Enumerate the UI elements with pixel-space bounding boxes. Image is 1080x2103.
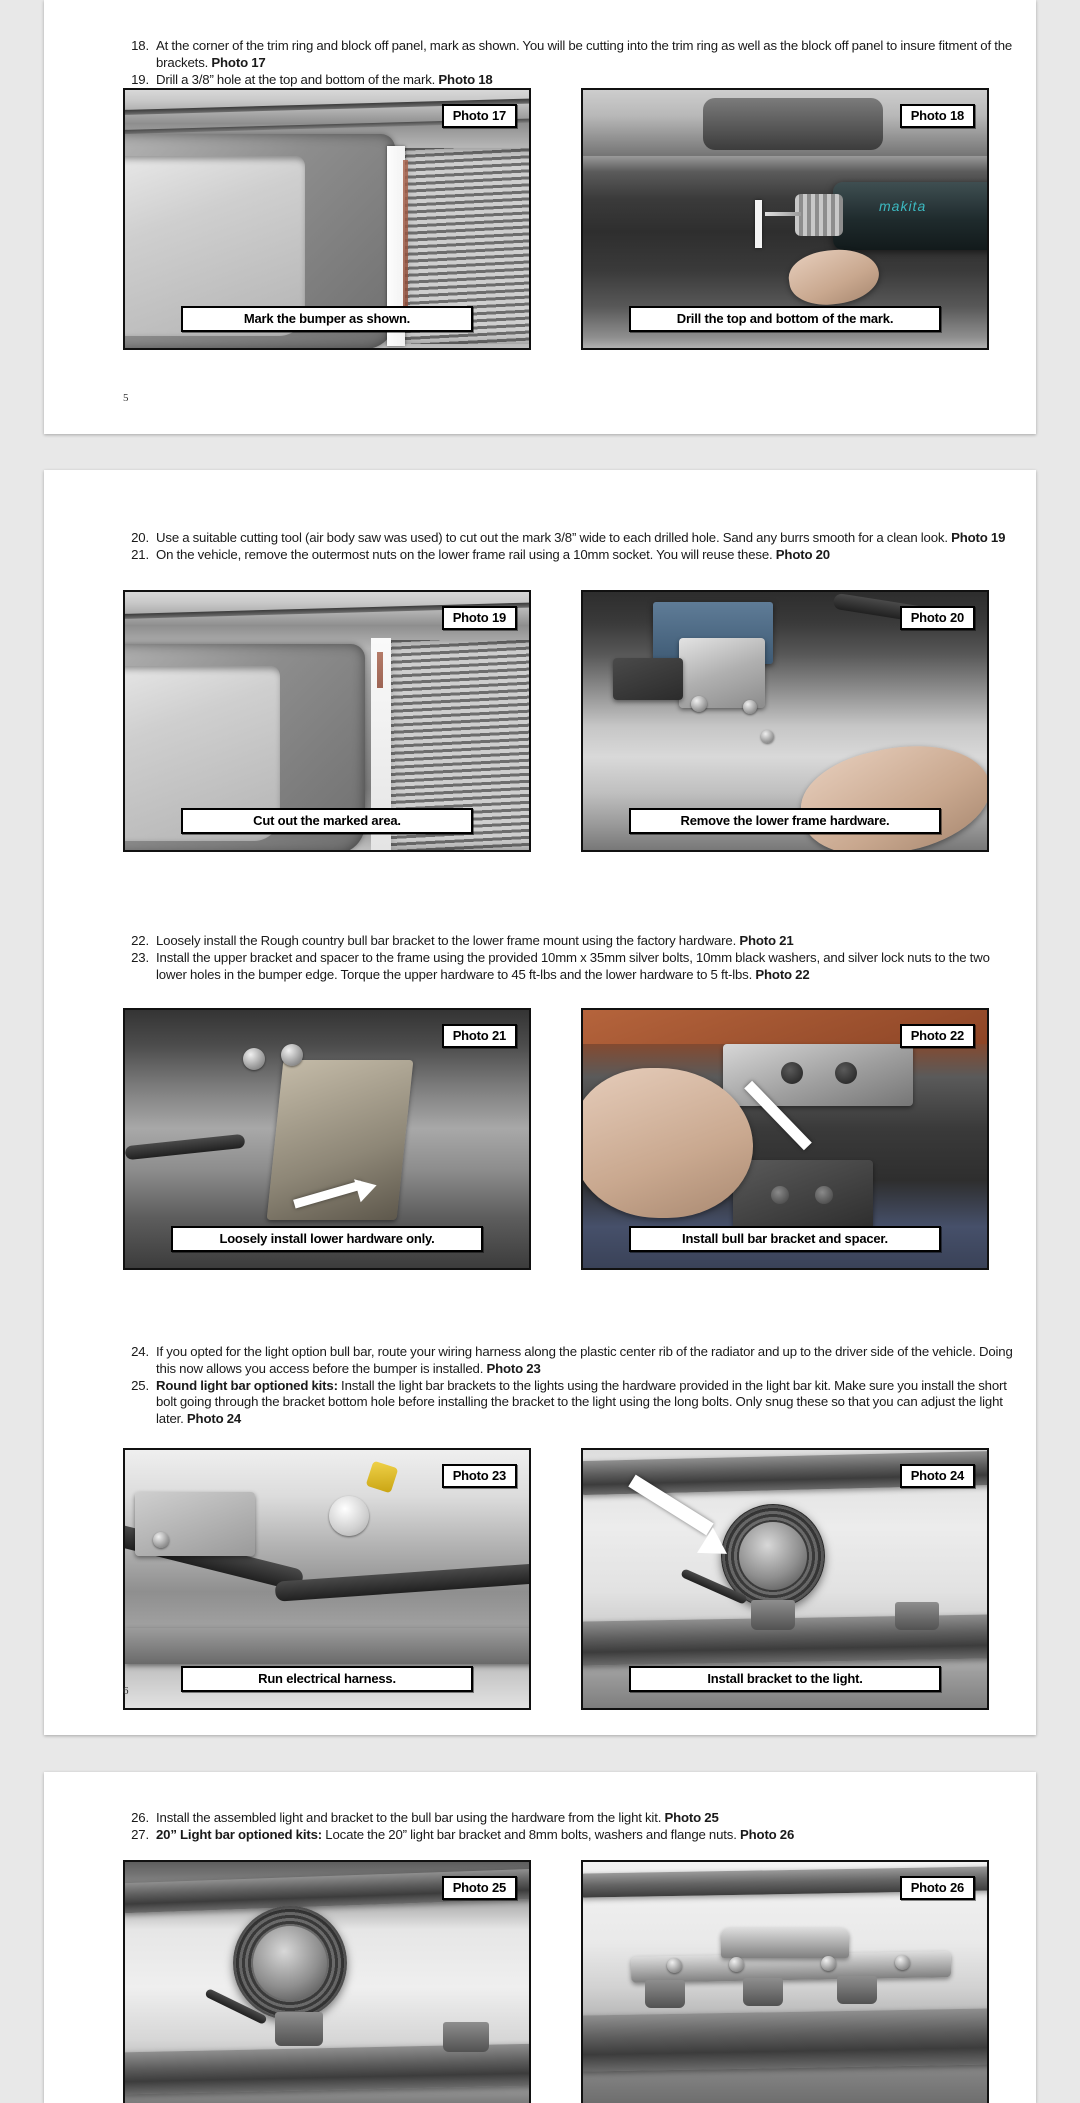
step-number: 23.: [131, 949, 149, 965]
step-list-26-27: [123, 1810, 1013, 1844]
photo-caption: Mark the bumper as shown.: [181, 306, 473, 332]
step-list-22-23: [123, 933, 1013, 983]
step-item: [123, 72, 1013, 89]
photo-25: [123, 1860, 531, 2103]
photo-label: Photo 22: [900, 1024, 975, 1048]
step-list-24-25: [123, 1344, 1013, 1428]
step-number: 20.: [131, 530, 149, 545]
photo-label: Photo 23: [442, 1464, 517, 1488]
step-text: Install the assembled light and bracket to the bull bar using the hardware from the light kit. Photo 25: [156, 1810, 719, 1825]
page-number: 5: [123, 392, 129, 404]
photo-caption: Install bull bar bracket and spacer.: [629, 1226, 941, 1252]
step-number: 25.: [131, 1377, 149, 1393]
photo-18-image: makita: [583, 90, 987, 348]
photo-label: Photo 21: [442, 1024, 517, 1048]
photo-24: [581, 1448, 989, 1710]
photo-18: [581, 88, 989, 350]
photo-26: [581, 1860, 989, 2103]
step-text: Install the upper bracket and spacer to the frame using the provided 10mm x 35mm silver bolts, 10mm black washers, and silver lock nuts to the two lower holes in the bumper edge. Torque the upper hardware to 45 ft-lbs and the lower hardware to 5 ft-lbs. Photo 22: [156, 949, 990, 982]
document-page-5: [44, 0, 1036, 434]
step-list-20-21: [123, 530, 1013, 564]
photo-row: [123, 1448, 989, 1710]
step-item: [123, 1810, 1013, 1827]
photo-label: Photo 20: [900, 606, 975, 630]
step-text: Drill a 3/8” hole at the top and bottom of the mark. Photo 18: [156, 71, 493, 87]
step-item: [123, 950, 1013, 984]
step-item: [123, 530, 1013, 547]
photo-label: Photo 19: [442, 606, 517, 630]
step-text: At the corner of the trim ring and block off panel, mark as shown. You will be cutting into the trim ring as well as the block off panel to insure fitment of the brackets. Photo 17: [156, 38, 1013, 70]
photo-caption: Remove the lower frame hardware.: [629, 808, 941, 834]
document-page-6: [44, 470, 1036, 1735]
step-number: 19.: [131, 71, 149, 87]
photo-caption: Run electrical harness.: [181, 1666, 473, 1692]
photo-caption: Cut out the marked area.: [181, 808, 473, 834]
step-number: 18.: [131, 38, 149, 53]
photo-row: [123, 1008, 989, 1270]
photo-label: Photo 18: [900, 104, 975, 128]
step-number: 26.: [131, 1810, 149, 1825]
step-item: [123, 1344, 1013, 1378]
photo-20: [581, 590, 989, 852]
photo-caption: Install bracket to the light.: [629, 1666, 941, 1692]
step-text: Loosely install the Rough country bull bar bracket to the lower frame mount using the factory hardware. Photo 21: [156, 933, 794, 948]
photo-caption: Loosely install lower hardware only.: [171, 1226, 483, 1252]
step-text: If you opted for the light option bull bar, route your wiring harness along the plastic center rib of the radiator and up to the driver side of the vehicle. Doing this now allows you access before the bumper is installed. Photo 23: [156, 1344, 1013, 1376]
step-list-page5: [123, 38, 1013, 88]
step-number: 22.: [131, 933, 149, 948]
step-item: [123, 933, 1013, 950]
step-item: [123, 1827, 1013, 1844]
step-text: 20” Light bar optioned kits: Locate the 20” light bar bracket and 8mm bolts, washers and flange nuts. Photo 26: [156, 1826, 795, 1842]
photo-row: [123, 88, 989, 350]
photo-row: [123, 590, 989, 852]
photo-label: Photo 24: [900, 1464, 975, 1488]
step-text: On the vehicle, remove the outermost nuts on the lower frame rail using a 10mm socket. You will reuse these. Photo 20: [156, 546, 830, 562]
step-item: [123, 547, 1013, 564]
photo-17: [123, 88, 531, 350]
page-number: 6: [123, 1685, 129, 1697]
photo-label: Photo 25: [442, 1876, 517, 1900]
photo-22: [581, 1008, 989, 1270]
step-item: [123, 38, 1013, 72]
photo-label: Photo 17: [442, 104, 517, 128]
step-text: Use a suitable cutting tool (air body saw was used) to cut out the mark 3/8” wide to each drilled hole. Sand any burrs smooth for a clean look. Photo 19: [156, 530, 1006, 545]
photo-label: Photo 26: [900, 1876, 975, 1900]
photo-19: [123, 590, 531, 852]
step-text: Round light bar optioned kits: Install the light bar brackets to the lights using the hardware provided in the light bar kit. Make sure you install the short bolt going through the bracket bottom hole before installing the bracket to the light using the long bolts. Only snug these so that you can adjust the light later. Photo 24: [156, 1377, 1007, 1427]
step-number: 27.: [131, 1826, 149, 1842]
photo-caption: Drill the top and bottom of the mark.: [629, 306, 941, 332]
step-number: 24.: [131, 1344, 149, 1359]
photo-row: [123, 1860, 989, 2103]
photo-21: [123, 1008, 531, 1270]
photo-23: [123, 1448, 531, 1710]
step-item: [123, 1378, 1013, 1428]
document-page-7: [44, 1772, 1036, 2103]
step-number: 21.: [131, 546, 149, 562]
